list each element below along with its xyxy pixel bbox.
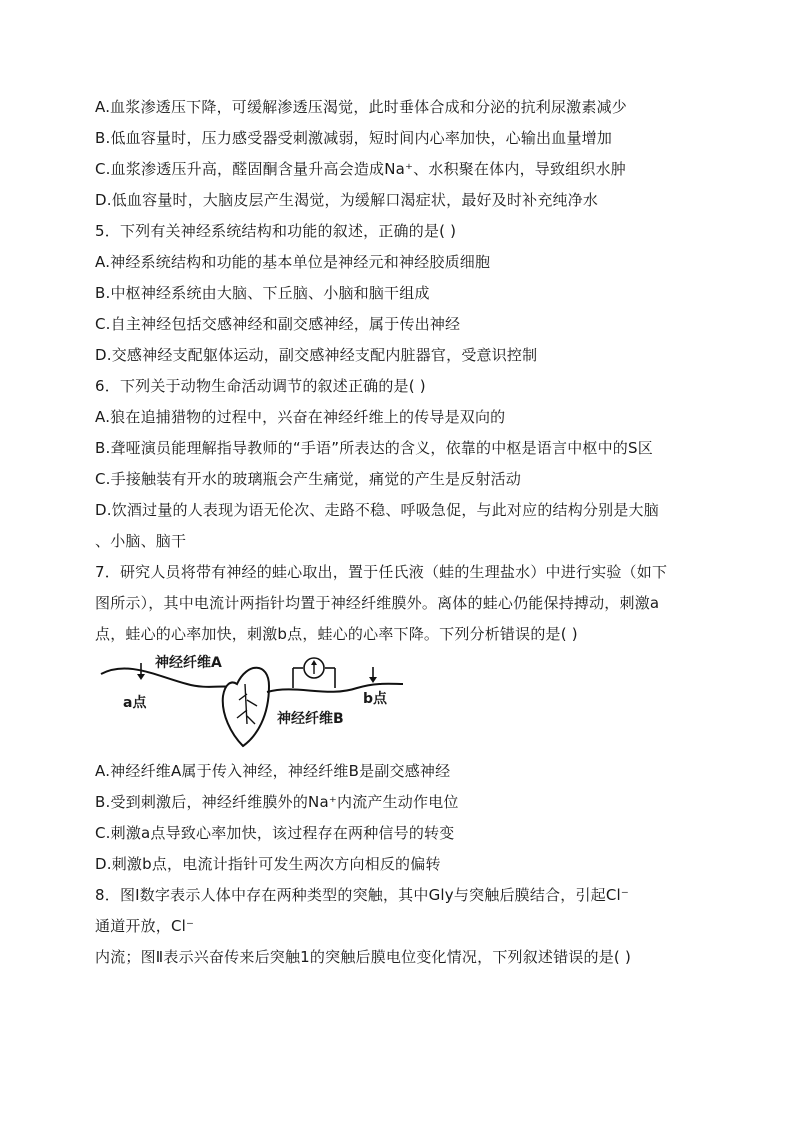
q7-option-b: B.受到刺激后，神经纤维膜外的Na⁺内流产生动作电位 (95, 793, 459, 811)
q7-stem-line-1: 7．研究人员将带有神经的蛙心取出，置于任氏液（蛙的生理盐水）中进行实验（如下 (95, 563, 668, 581)
q6-stem: 6．下列关于动物生命活动调节的叙述正确的是( ) (95, 377, 426, 395)
q6-option-b: B.聋哑演员能理解指导教师的“手语”所表达的含义，依靠的中枢是语言中枢中的S区 (95, 439, 653, 457)
q5-option-a: A.神经系统结构和功能的基本单位是神经元和神经胶质细胞 (95, 253, 491, 271)
q6-option-d-continued: 、小脑、脑干 (95, 532, 187, 550)
q8-stem-line-2: 通道开放，Cl⁻ (95, 917, 195, 935)
q6-option-a: A.狼在追捕猎物的过程中，兴奋在神经纤维上的传导是双向的 (95, 408, 506, 426)
q7-option-c: C.刺激a点导致心率加快，该过程存在两种信号的转变 (95, 824, 455, 842)
label-fiber-a: 神经纤维A (155, 655, 222, 671)
frog-heart-figure (97, 654, 417, 750)
q8-stem-line-1: 8．图Ⅰ数字表示人体中存在两种类型的突触，其中Gly与突触后膜结合，引起Cl⁻ (95, 886, 629, 904)
label-point-a: a点 (123, 695, 147, 711)
q4-option-b: B.低血容量时，压力感受器受刺激减弱，短时间内心率加快，心输出血量增加 (95, 129, 613, 147)
label-fiber-b: 神经纤维B (277, 711, 344, 727)
q7-option-a: A.神经纤维A属于传入神经，神经纤维B是副交感神经 (95, 762, 451, 780)
label-point-b: b点 (363, 691, 388, 707)
arrow-a-head (137, 674, 145, 680)
q7-stem-line-3: 点，蛙心的心率加快，刺激b点，蛙心的心率下降。下列分析错误的是( ) (95, 625, 578, 643)
q6-option-d: D.饮酒过量的人表现为语无伦次、走路不稳、呼吸急促，与此对应的结构分别是大脑 (95, 501, 659, 519)
exam-page (95, 92, 715, 973)
q7-option-d: D.刺激b点，电流计指针可发生两次方向相反的偏转 (95, 855, 441, 873)
q5-stem: 5．下列有关神经系统结构和功能的叙述，正确的是( ) (95, 222, 457, 240)
q4-option-a: A.血浆渗透压下降，可缓解渗透压渴觉，此时垂体合成和分泌的抗利尿激素减少 (95, 98, 627, 116)
q4-option-d: D.低血容量时，大脑皮层产生渴觉，为缓解口渴症状，最好及时补充纯净水 (95, 191, 599, 209)
q5-option-c: C.自主神经包括交感神经和副交感神经，属于传出神经 (95, 315, 461, 333)
q5-option-b: B.中枢神经系统由大脑、下丘脑、小脑和脑干组成 (95, 284, 430, 302)
q6-option-c: C.手接触装有开水的玻璃瓶会产生痛觉，痛觉的产生是反射活动 (95, 470, 522, 488)
q8-stem-line-3: 内流；图Ⅱ表示兴奋传来后突触1的突触后膜电位变化情况，下列叙述错误的是( ) (95, 948, 632, 966)
q5-option-d: D.交感神经支配躯体运动，副交感神经支配内脏器官，受意识控制 (95, 346, 538, 364)
q4-option-c: C.血浆渗透压升高，醛固酮含量升高会造成Na⁺、水积聚在体内，导致组织水肿 (95, 160, 626, 178)
q7-stem-line-2: 图所示），其中电流计两指针均置于神经纤维膜外。离体的蛙心仍能保持搏动，刺激a (95, 594, 660, 612)
